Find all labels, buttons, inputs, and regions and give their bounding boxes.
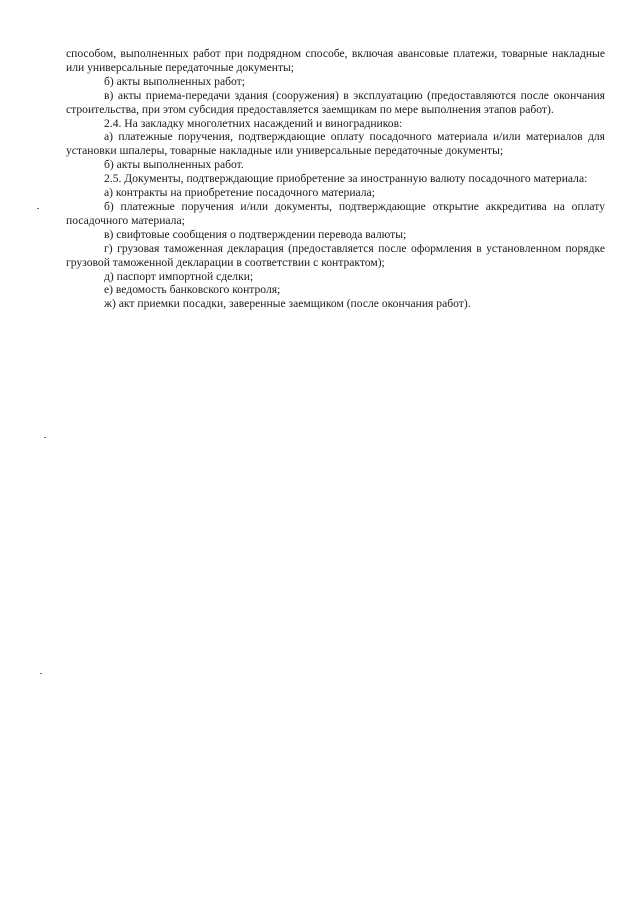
scan-speck: [44, 437, 46, 438]
list-item-a-contracts: а) контракты на приобретение посадочного материала;: [104, 186, 375, 200]
scan-speck: [40, 673, 42, 674]
document-body: [66, 47, 605, 311]
list-item-d-import-passport: д) паспорт импортной сделки;: [104, 269, 254, 283]
list-item-zh-acceptance-act: ж) акт приемки посадки, заверенные заемщиком (после окончания работ).: [104, 297, 471, 311]
list-item-a-payment-orders: а) платежные поручения, подтверждающие оплату посадочного материала и/или материалов для установки шпалеры, товарные накладные или универсальные передаточные документы;: [66, 130, 605, 158]
list-item-v-swift: в) свифтовые сообщения о подтверждении перевода валюты;: [104, 227, 407, 241]
paragraph-continuation: способом, выполненных работ при подрядном способе, включая авансовые платежи, товарные накладные или универсальные передаточные документы;: [66, 47, 605, 74]
list-item-v-handover-acts: в) акты приема-передачи здания (сооружения) в эксплуатацию (предоставляются после окончания строительства, при этом субсидия предоставляется заемщикам по мере выполнения этапов работ).: [66, 88, 605, 116]
scan-speck: [37, 208, 39, 209]
list-item-e-bank-control: е) ведомость банковского контроля;: [104, 283, 281, 297]
section-2-5-heading: 2.5. Документы, подтверждающие приобретение за иностранную валюту посадочного материала:: [104, 172, 588, 186]
section-2-4-heading: 2.4. На закладку многолетних насаждений и виноградников:: [104, 116, 403, 130]
list-item-b-payment-or-letter-of-credit: б) платежные поручения и/или документы, подтверждающие открытие аккредитива на оплату посадочного материала;: [66, 199, 605, 227]
list-item-b-acts-completed: б) акты выполненных работ.: [104, 158, 244, 172]
list-item-g-customs-declaration: г) грузовая таможенная декларация (предоставляется после оформления в установленном порядке грузовой таможенной декларации в соответствии с контрактом);: [66, 241, 605, 269]
list-item-b-acts: б) акты выполненных работ;: [104, 74, 245, 88]
